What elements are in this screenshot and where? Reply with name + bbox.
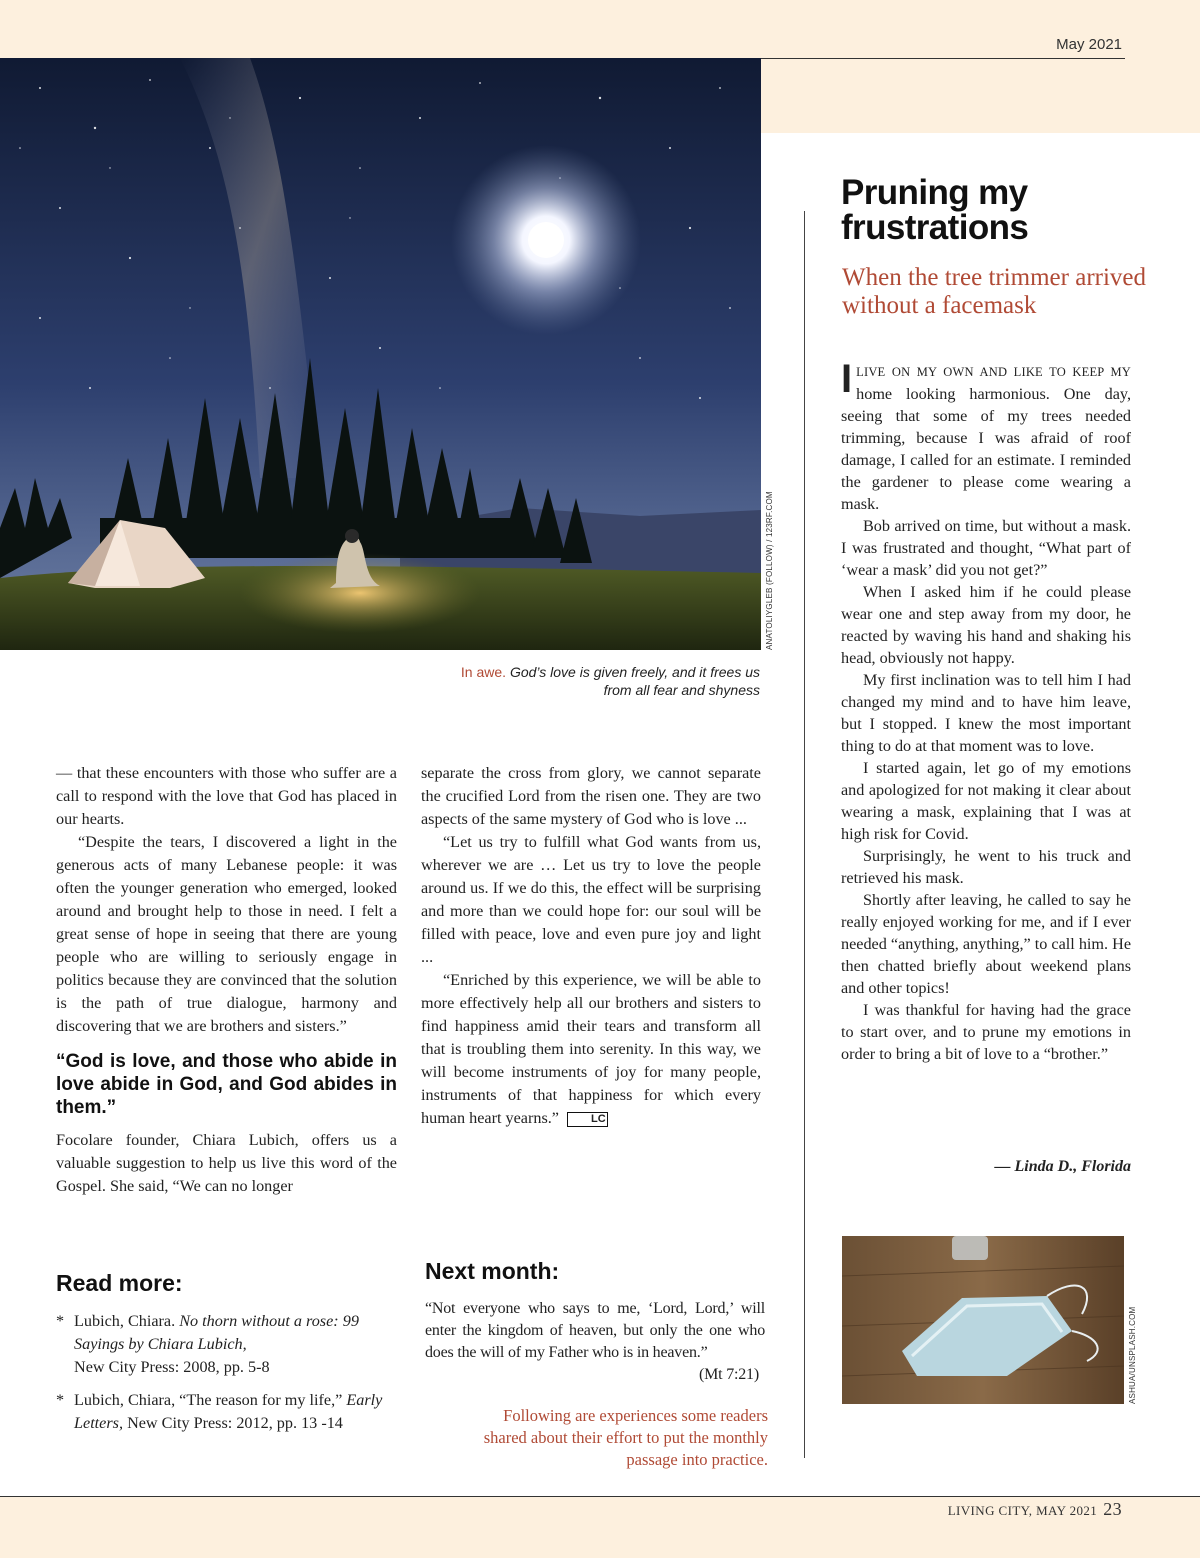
photo-caption	[460, 663, 760, 699]
night-sky-illustration	[0, 58, 761, 650]
next-month-heading: Next month:	[425, 1258, 560, 1284]
story-paragraph: Shortly after leaving, he called to say he really enjoyed working for me, and if I ever needed “anything, anything,” to call him. He then chatted briefly about weekend plans and other topics!	[841, 891, 1131, 997]
drop-cap: I	[841, 357, 853, 401]
pull-quote: “God is love, and those who abide in love abide in God, and God abides in them.”	[56, 1051, 397, 1118]
article-paragraph	[421, 969, 761, 1130]
story-body	[841, 357, 1131, 1065]
story-paragraph: I was thankful for having had the grace to start over, and to prune my emotions in order to bring a bit of love to a “brother.”	[841, 1001, 1131, 1063]
story-signature: — Linda D., Florida	[994, 1158, 1131, 1175]
ref-publisher: New City Press: 2012, pp. 13 -14	[127, 1414, 343, 1432]
photo-credit: ANATOLIYGLEB (FOLLOW) / 123RF.COM	[765, 491, 774, 650]
story-lead-paragraph	[841, 357, 1131, 515]
article-paragraph: — that these encounters with those who suffer are a call to respond with the love that God has placed in our hearts.	[56, 764, 397, 828]
article-paragraph: “Despite the tears, I discovered a light in the generous acts of many Lebanese people: it was often the younger generation who emerged, looked around and brought help to those in need. I felt a great sense of hope in seeing that there are young people who are willing to seriously engage in politics because they are convinced that the solution is the path of true dialogue, harmony and discovering that we are brothers and sisters.”	[56, 833, 397, 1035]
page-footer	[948, 1499, 1122, 1520]
story-paragraph: Bob arrived on time, but without a mask. I was frustrated and thought, “What part of ‘wear a mask’ did you not get?”	[841, 517, 1131, 579]
story-title: Pruning my frustrations	[841, 173, 1029, 247]
article-column-1	[56, 762, 397, 1198]
next-month-reference: (Mt 7:21)	[699, 1366, 759, 1383]
article-paragraph: Focolare founder, Chiara Lubich, offers us a valuable suggestion to help us live this word of the Gospel. She said, “We can no longer	[56, 1131, 397, 1195]
issue-date: May 2021	[1056, 36, 1122, 53]
ref-title: No thorn without a rose: 99 Sayings by Chiara Lubich,	[74, 1312, 359, 1353]
article-paragraph: separate the cross from glory, we cannot separate the crucified Lord from the risen one. They are two aspects of the same mystery of God who is love ...	[421, 764, 761, 828]
page-number: 23	[1103, 1499, 1122, 1519]
bullet-asterisk: *	[56, 1391, 65, 1409]
night-sky-photo	[0, 58, 761, 650]
lead-caps: LIVE ON MY OWN AND LIKE TO KEEP MY	[856, 365, 1131, 379]
article-paragraph: “Let us try to fulfill what God wants from us, wherever we are … Let us try to love the people around us. If we do this, the effect will be surprising and more than we could hope for: our soul will be filled with peace, love and even pure joy and light ...	[421, 833, 761, 966]
ref-author: Lubich, Chiara.	[74, 1312, 176, 1330]
caption-text: God’s love is given freely, and it frees us from all fear and shyness	[509, 664, 760, 698]
ref-author: Lubich, Chiara, “The reason for my life,”	[74, 1391, 343, 1409]
story-subtitle: When the tree trimmer arrived without a facemask	[842, 264, 1147, 319]
article-column-2	[421, 762, 761, 1130]
next-month-quote	[425, 1298, 765, 1386]
footer-publication: LIVING CITY, MAY 2021	[947, 1503, 1098, 1518]
ref-title: Early Letters,	[74, 1391, 383, 1432]
column-divider	[804, 211, 805, 1458]
reference-item	[56, 1310, 396, 1379]
next-month-quote-text: “Not everyone who says to me, ‘Lord, Lord,’ will enter the kingdom of heaven, but only the one who does the will of my Father who is in heaven.”	[425, 1300, 765, 1361]
bullet-asterisk: *	[56, 1312, 65, 1330]
experiences-intro: Following are experiences some readers shared about their effort to put the monthly passage into practice.	[483, 1406, 768, 1469]
story-paragraph: My first inclination was to tell him I had changed my mind and to have him leave, but I stopped. I knew the most important thing to do at that moment was to love.	[841, 671, 1131, 755]
bottom-rule	[0, 1496, 1200, 1497]
read-more-heading: Read more:	[56, 1270, 183, 1296]
story-paragraph: Surprisingly, he went to his truck and retrieved his mask.	[841, 847, 1131, 887]
story-paragraph: I started again, let go of my emotions and apologized for not making it clear about wearing a mask, explaining that I was at high risk for Covid.	[841, 759, 1131, 843]
caption-lead: In awe.	[460, 664, 507, 680]
reference-item	[56, 1389, 396, 1435]
facemask-photo	[842, 1236, 1124, 1404]
reference-list	[56, 1310, 396, 1445]
lead-text: home looking harmonious. One day, seeing that some of my trees needed trimming, because I was afraid of roof damage, I called for an estimate. I reminded the gardener to please come wearing a mask.	[841, 385, 1131, 513]
article-paragraph-text: “Enriched by this experience, we will be able to more effectively help all our brothers and sisters to find happiness amid their tears and transform all that is troubling them into serenity. In this way, we will become instruments of joy for many people, instruments of that happiness for which every human heart yearns.”	[421, 971, 761, 1127]
facemask-illustration	[842, 1236, 1124, 1404]
ref-publisher: New City Press: 2008, pp. 5-8	[74, 1358, 270, 1376]
story-paragraph: When I asked him if he could please wear one and step away from my door, he reacted by waving his hand and shaking his head, obviously not happy.	[841, 583, 1131, 667]
end-mark: LC	[567, 1112, 608, 1127]
facemask-photo-credit: ASHUA/UNSPLASH.COM	[1128, 1306, 1137, 1404]
